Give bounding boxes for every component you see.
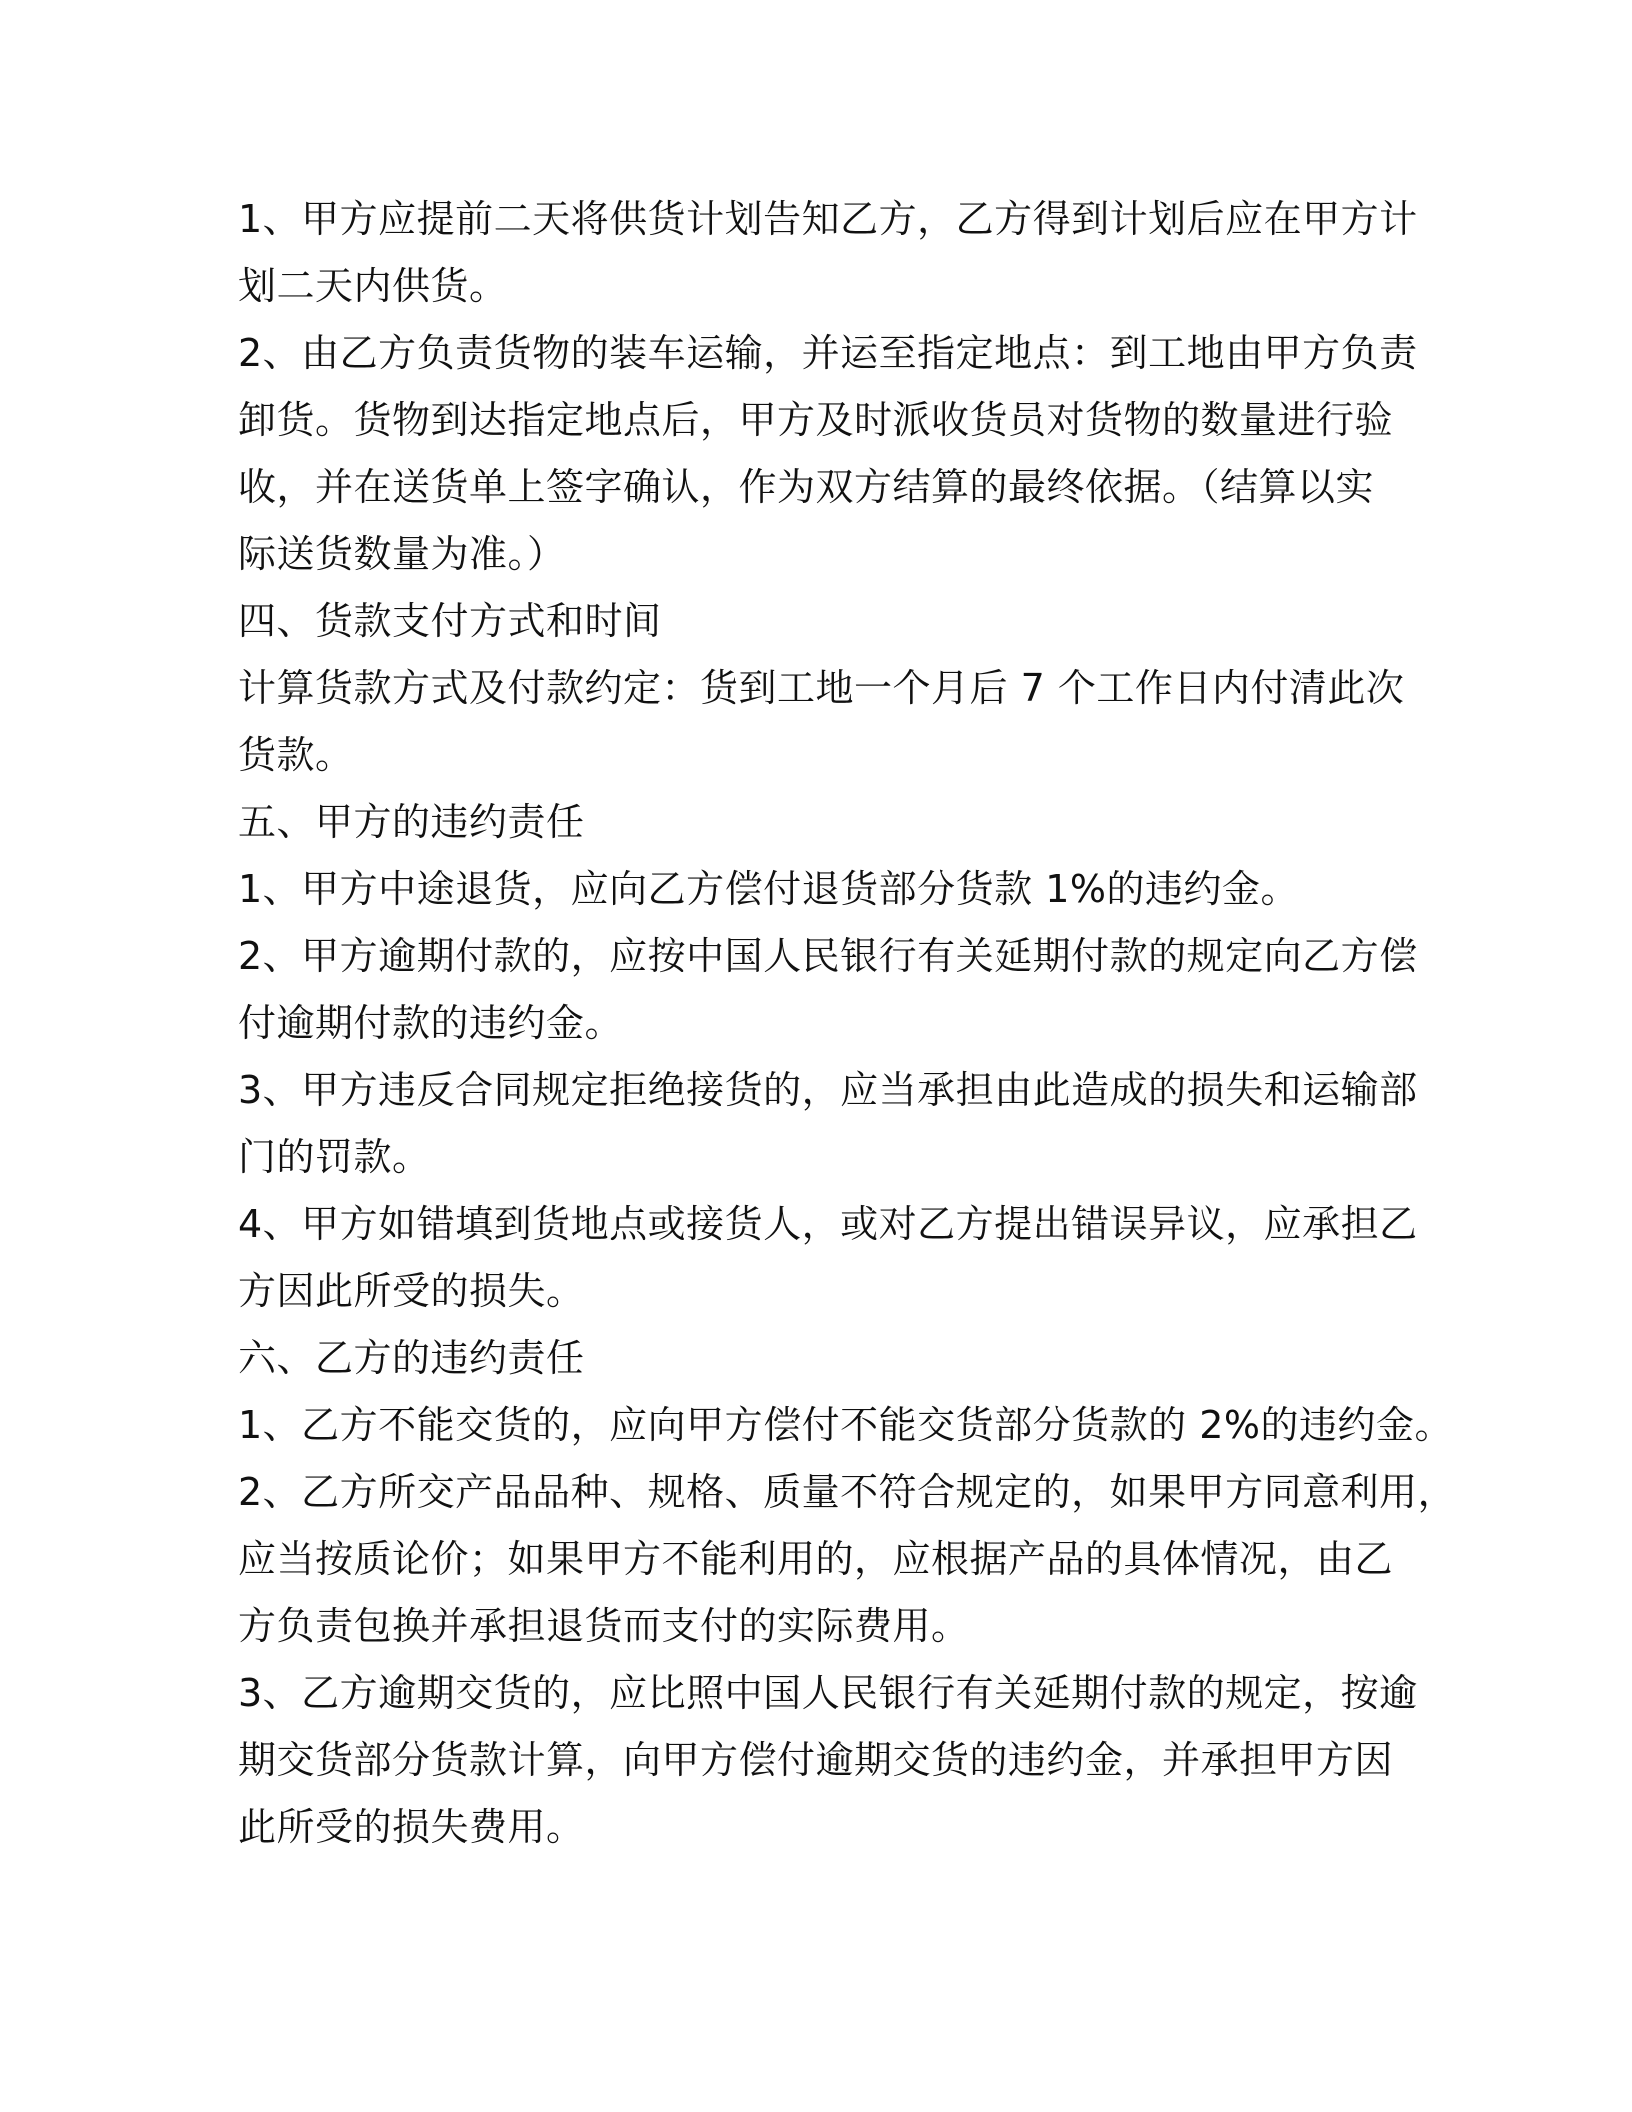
text-line: 2、由乙方负责货物的装车运输，并运至指定地点：到工地由甲方负责 — [238, 331, 1418, 375]
text-line: 2、乙方所交产品品种、规格、质量不符合规定的，如果甲方同意利用， — [238, 1470, 1457, 1514]
text-line: 3、甲方违反合同规定拒绝接货的，应当承担由此造成的损失和运输部 — [238, 1068, 1418, 1112]
text-line: 2、甲方逾期付款的，应按中国人民银行有关延期付款的规定向乙方偿 — [238, 934, 1418, 978]
text-line: 收，并在送货单上签字确认，作为双方结算的最终依据。（结算以实 — [238, 465, 1375, 509]
text-line: 4、甲方如错填到货地点或接货人，或对乙方提出错误异议，应承担乙 — [238, 1202, 1418, 1246]
section-heading: 六、乙方的违约责任 — [238, 1336, 585, 1380]
text-line: 1、甲方应提前二天将供货计划告知乙方，乙方得到计划后应在甲方计 — [238, 197, 1418, 241]
text-line: 方因此所受的损失。 — [238, 1269, 585, 1313]
text-line: 货款。 — [238, 733, 354, 777]
section-heading: 四、货款支付方式和时间 — [238, 599, 662, 643]
text-line: 卸货。货物到达指定地点后，甲方及时派收货员对货物的数量进行验 — [238, 398, 1394, 442]
text-line: 3、乙方逾期交货的，应比照中国人民银行有关延期付款的规定，按逾 — [238, 1671, 1418, 1715]
text-line: 划二天内供货。 — [238, 264, 508, 308]
text-line: 际送货数量为准。） — [238, 532, 566, 576]
section-heading: 五、甲方的违约责任 — [238, 800, 585, 844]
text-line: 应当按质论价；如果甲方不能利用的，应根据产品的具体情况，由乙 — [238, 1537, 1394, 1581]
text-line: 期交货部分货款计算，向甲方偿付逾期交货的违约金，并承担甲方因 — [238, 1738, 1394, 1782]
text-line: 此所受的损失费用。 — [238, 1805, 585, 1849]
text-line: 门的罚款。 — [238, 1135, 431, 1179]
text-line: 计算货款方式及付款约定：货到工地一个月后 7 个工作日内付清此次 — [238, 666, 1405, 710]
text-line: 1、甲方中途退货，应向乙方偿付退货部分货款 1%的违约金。 — [238, 867, 1300, 911]
document-body — [238, 186, 1457, 1861]
text-line: 付逾期付款的违约金。 — [238, 1001, 624, 1045]
text-line: 1、乙方不能交货的，应向甲方偿付不能交货部分货款的 2%的违约金。 — [238, 1403, 1454, 1447]
text-line: 方负责包换并承担退货而支付的实际费用。 — [238, 1604, 970, 1648]
